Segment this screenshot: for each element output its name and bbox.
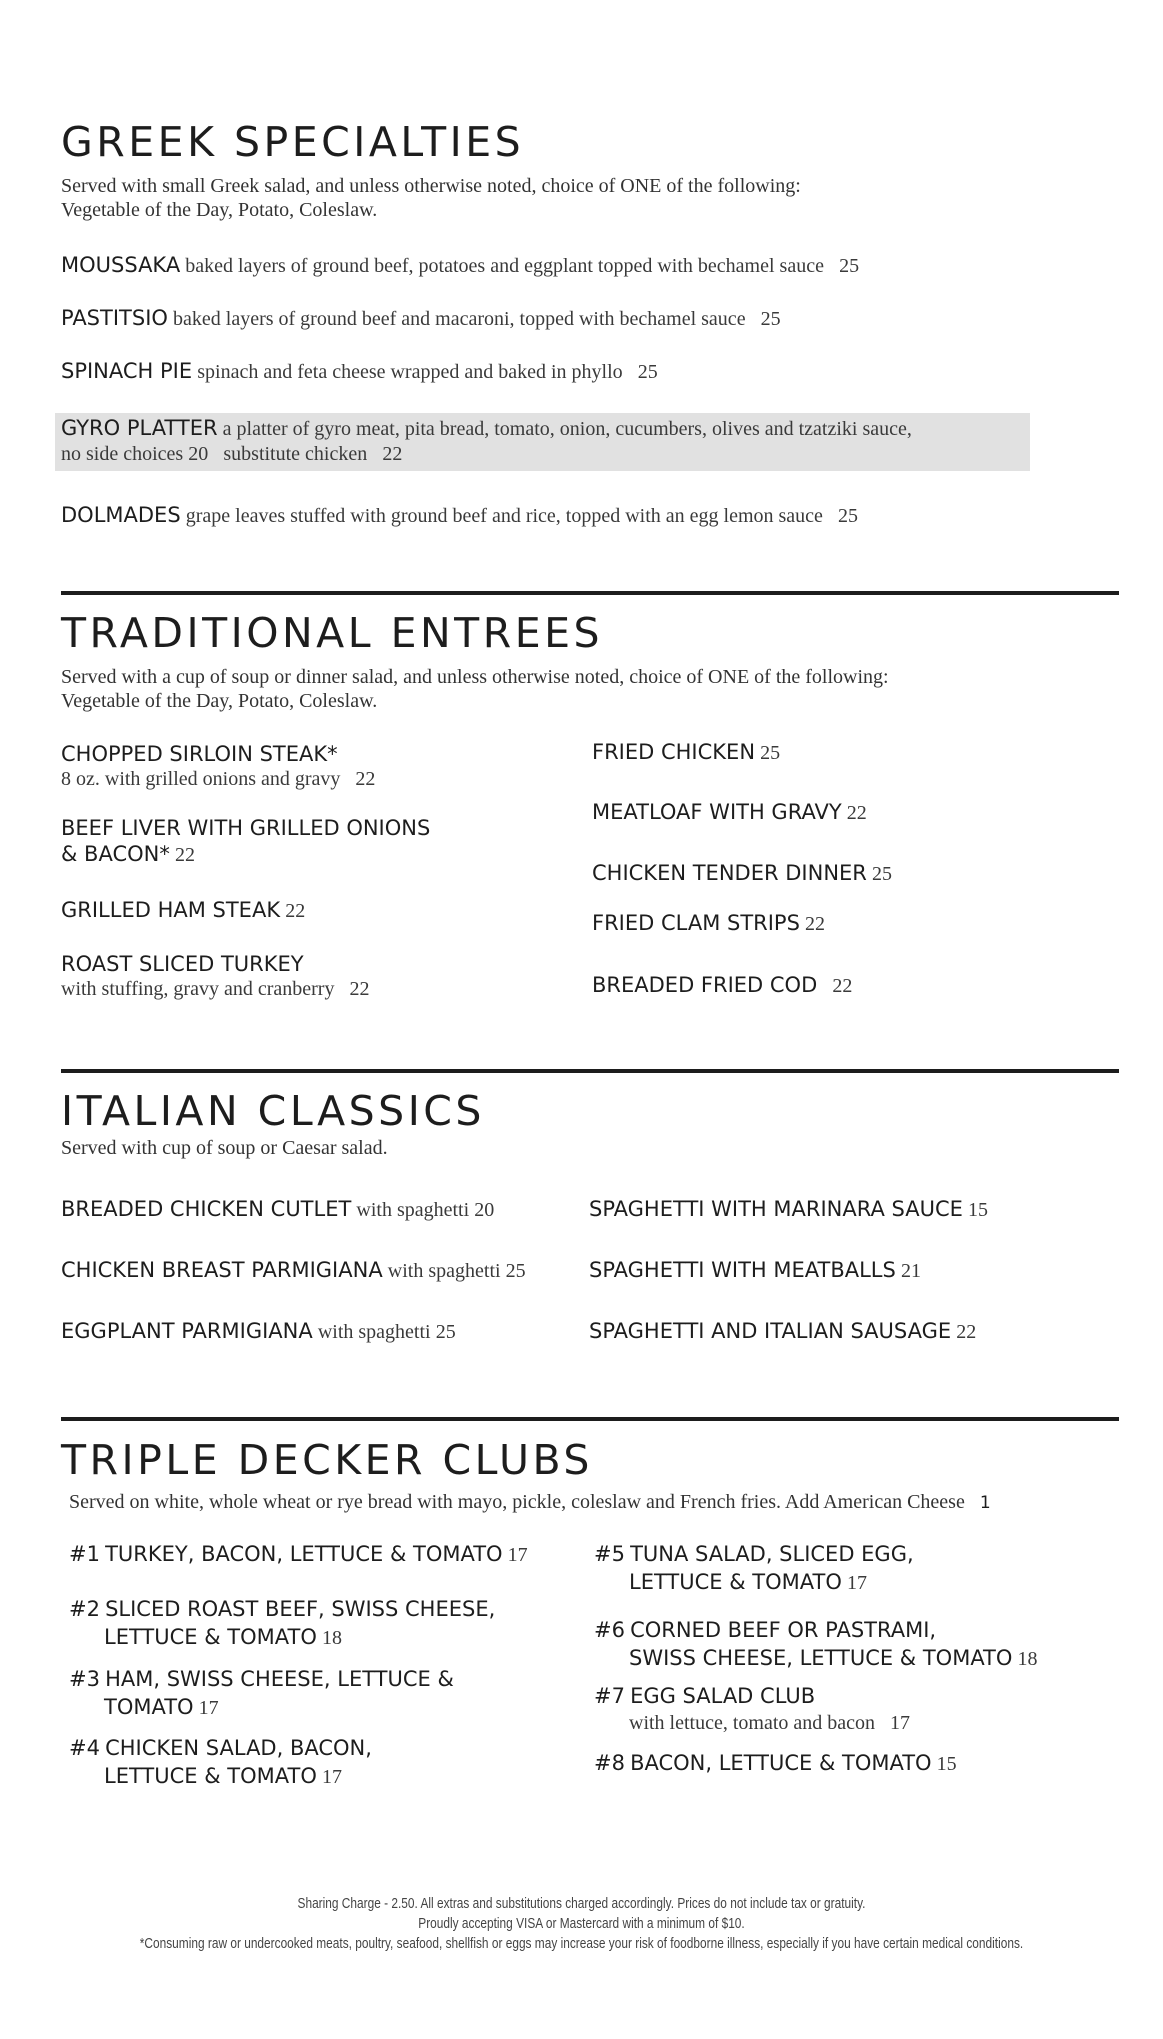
menu-item-gyro-platter (61, 416, 912, 467)
item-note: no side choices (61, 443, 184, 465)
footer-sharing-charge: Sharing Charge - 2.50. All extras and substitutions charged accordingly. Prices do not include tax or gratuity. (297, 1896, 866, 1912)
menu-item-meatloaf (592, 799, 867, 827)
item-name-cont: LETTUCE & TOMATO (629, 1570, 842, 1594)
item-name: SPAGHETTI AND ITALIAN SAUSAGE (589, 1319, 952, 1343)
item-name-cont: & BACON* (61, 842, 170, 866)
item-price: 25 (760, 308, 781, 330)
menu-item-chopped-sirloin (61, 741, 375, 791)
club-number: #3 (69, 1667, 100, 1691)
item-description: baked layers of ground beef, potatoes and eggplant topped with bechamel sauce (185, 255, 824, 277)
item-price: 17 (321, 1766, 342, 1788)
item-name: HAM, SWISS CHEESE, LETTUCE & (105, 1667, 454, 1691)
item-price: 22 (174, 844, 195, 866)
greek-intro-line1: Served with small Greek salad, and unless otherwise noted, choice of ONE of the following: (61, 175, 801, 197)
section-divider (61, 1417, 1119, 1421)
menu-item-grilled-ham (61, 897, 305, 925)
traditional-intro-line1: Served with a cup of soup or dinner salad, and unless otherwise noted, choice of ONE of the following: (61, 666, 889, 688)
menu-item-spaghetti-meatballs (589, 1257, 921, 1285)
item-name: MOUSSAKA (61, 253, 181, 277)
item-price: 22 (846, 802, 867, 824)
item-price: 20 (474, 1199, 495, 1221)
menu-item-eggplant-parmigiana (61, 1318, 456, 1346)
greek-intro (61, 174, 801, 222)
item-price: 17 (198, 1697, 219, 1719)
item-price: 25 (838, 505, 859, 527)
item-price: 25 (760, 742, 781, 764)
item-name: SPAGHETTI WITH MEATBALLS (589, 1258, 896, 1282)
item-price: 25 (839, 255, 860, 277)
item-name: EGGPLANT PARMIGIANA (61, 1319, 313, 1343)
item-name: CHICKEN TENDER DINNER (592, 861, 867, 885)
club-number: #5 (594, 1542, 625, 1566)
italian-section-title: ITALIAN CLASSICS (61, 1087, 485, 1135)
item-price: 25 (505, 1260, 526, 1282)
menu-item-roast-turkey (61, 951, 369, 1001)
item-name: ROAST SLICED TURKEY (61, 952, 304, 976)
clubs-section-title: TRIPLE DECKER CLUBS (61, 1436, 593, 1484)
item-name-cont: LETTUCE & TOMATO (104, 1764, 317, 1788)
item-description: with lettuce, tomato and bacon (629, 1712, 876, 1734)
club-number: #7 (594, 1684, 625, 1708)
menu-item-fried-clam (592, 910, 825, 938)
menu-item-moussaka (61, 252, 859, 280)
greek-section-title: GREEK SPECIALTIES (61, 118, 525, 166)
item-name: PASTITSIO (61, 306, 168, 330)
club-item-1 (69, 1541, 528, 1569)
menu-item-fried-chicken (592, 739, 780, 767)
item-price: 22 (832, 975, 853, 997)
item-alt-option: substitute chicken (223, 443, 368, 465)
item-name: TURKEY, BACON, LETTUCE & TOMATO (105, 1542, 503, 1566)
item-name-cont: LETTUCE & TOMATO (104, 1625, 317, 1649)
menu-item-chicken-cutlet (61, 1196, 494, 1224)
item-description: grape leaves stuffed with ground beef and rice, topped with an egg lemon sauce (185, 505, 823, 527)
clubs-intro-price: 1 (979, 1493, 991, 1513)
item-name: BEEF LIVER WITH GRILLED ONIONS (61, 816, 431, 840)
item-price: 17 (846, 1572, 867, 1594)
item-name: EGG SALAD CLUB (630, 1684, 816, 1708)
item-name-cont: SWISS CHEESE, LETTUCE & TOMATO (629, 1646, 1013, 1670)
club-number: #4 (69, 1736, 100, 1760)
clubs-intro-text: Served on white, whole wheat or rye bread with mayo, pickle, coleslaw and French fries. Add American Cheese (69, 1491, 965, 1513)
footer-health-warning: *Consuming raw or undercooked meats, poultry, seafood, shellfish or eggs may increase your risk of foodborne illness, especially if you have certain medical conditions. (139, 1936, 1024, 1952)
item-name: SPAGHETTI WITH MARINARA SAUCE (589, 1197, 963, 1221)
menu-item-chicken-parmigiana (61, 1257, 526, 1285)
clubs-intro (69, 1490, 991, 1515)
menu-item-spaghetti-marinara (589, 1196, 988, 1224)
club-number: #2 (69, 1597, 100, 1621)
traditional-intro (61, 665, 889, 713)
footer-notes (105, 1894, 1059, 1954)
item-description: with spaghetti (356, 1199, 470, 1221)
item-price: 22 (349, 978, 370, 1000)
item-price: 20 (188, 443, 209, 465)
menu-item-dolmades (61, 502, 858, 530)
item-name: FRIED CHICKEN (592, 740, 756, 764)
item-price: 25 (435, 1321, 456, 1343)
item-price: 15 (936, 1753, 957, 1775)
item-price: 17 (890, 1712, 911, 1734)
item-price: 25 (637, 361, 658, 383)
item-description: baked layers of ground beef and macaroni, topped with bechamel sauce (173, 308, 746, 330)
item-name: BREADED CHICKEN CUTLET (61, 1197, 352, 1221)
club-item-2 (69, 1596, 495, 1652)
item-name-cont: TOMATO (104, 1695, 194, 1719)
section-divider (61, 1069, 1119, 1073)
club-item-7 (594, 1683, 910, 1735)
club-item-5 (594, 1541, 914, 1597)
item-price: 17 (507, 1544, 528, 1566)
menu-item-chicken-tender (592, 860, 892, 888)
item-name: CHICKEN BREAST PARMIGIANA (61, 1258, 383, 1282)
traditional-intro-line2: Vegetable of the Day, Potato, Coleslaw. (61, 690, 378, 712)
club-item-4 (69, 1735, 372, 1791)
item-price: 18 (1017, 1648, 1038, 1670)
item-description: with spaghetti (317, 1321, 431, 1343)
item-name: GYRO PLATTER (61, 416, 218, 440)
item-name: FRIED CLAM STRIPS (592, 911, 800, 935)
item-price: 22 (355, 768, 376, 790)
club-item-6 (594, 1617, 1038, 1673)
item-price: 15 (968, 1199, 988, 1221)
menu-item-spaghetti-sausage (589, 1318, 976, 1346)
item-name: SLICED ROAST BEEF, SWISS CHEESE, (105, 1597, 496, 1621)
club-number: #1 (69, 1542, 100, 1566)
item-name: SPINACH PIE (61, 359, 193, 383)
menu-item-spinach-pie (61, 358, 658, 386)
footer-payment-note: Proudly accepting VISA or Mastercard with a minimum of $10. (418, 1916, 745, 1932)
menu-item-fried-cod (592, 972, 852, 1000)
item-description: spinach and feta cheese wrapped and baked in phyllo (197, 361, 623, 383)
item-price: 21 (900, 1260, 921, 1282)
greek-intro-line2: Vegetable of the Day, Potato, Coleslaw. (61, 199, 378, 221)
item-price: 25 (871, 863, 892, 885)
item-price: 18 (321, 1627, 342, 1649)
item-name: MEATLOAF WITH GRAVY (592, 800, 842, 824)
item-alt-price: 22 (382, 443, 403, 465)
menu-item-beef-liver (61, 815, 430, 869)
item-name: CHOPPED SIRLOIN STEAK* (61, 742, 338, 766)
section-divider (61, 591, 1119, 595)
item-name: CHICKEN SALAD, BACON, (105, 1736, 372, 1760)
italian-intro: Served with cup of soup or Caesar salad. (61, 1137, 388, 1159)
club-number: #6 (594, 1618, 625, 1642)
item-name: BACON, LETTUCE & TOMATO (630, 1751, 932, 1775)
club-item-3 (69, 1666, 454, 1722)
club-item-8 (594, 1750, 957, 1778)
item-price: 22 (285, 900, 306, 922)
item-price: 22 (805, 913, 826, 935)
item-description: with spaghetti (387, 1260, 501, 1282)
item-description: a platter of gyro meat, pita bread, tomato, onion, cucumbers, olives and tzatziki sauce, (222, 418, 912, 440)
item-name: TUNA SALAD, SLICED EGG, (630, 1542, 914, 1566)
item-name: BREADED FRIED COD (592, 973, 818, 997)
item-name: GRILLED HAM STEAK (61, 898, 281, 922)
item-description: with stuffing, gravy and cranberry (61, 978, 335, 1000)
item-price: 22 (956, 1321, 977, 1343)
traditional-section-title: TRADITIONAL ENTREES (61, 609, 604, 657)
club-number: #8 (594, 1751, 625, 1775)
item-name: DOLMADES (61, 503, 181, 527)
item-description: 8 oz. with grilled onions and gravy (61, 768, 341, 790)
menu-item-pastitsio (61, 305, 781, 333)
item-name: CORNED BEEF OR PASTRAMI, (630, 1618, 937, 1642)
